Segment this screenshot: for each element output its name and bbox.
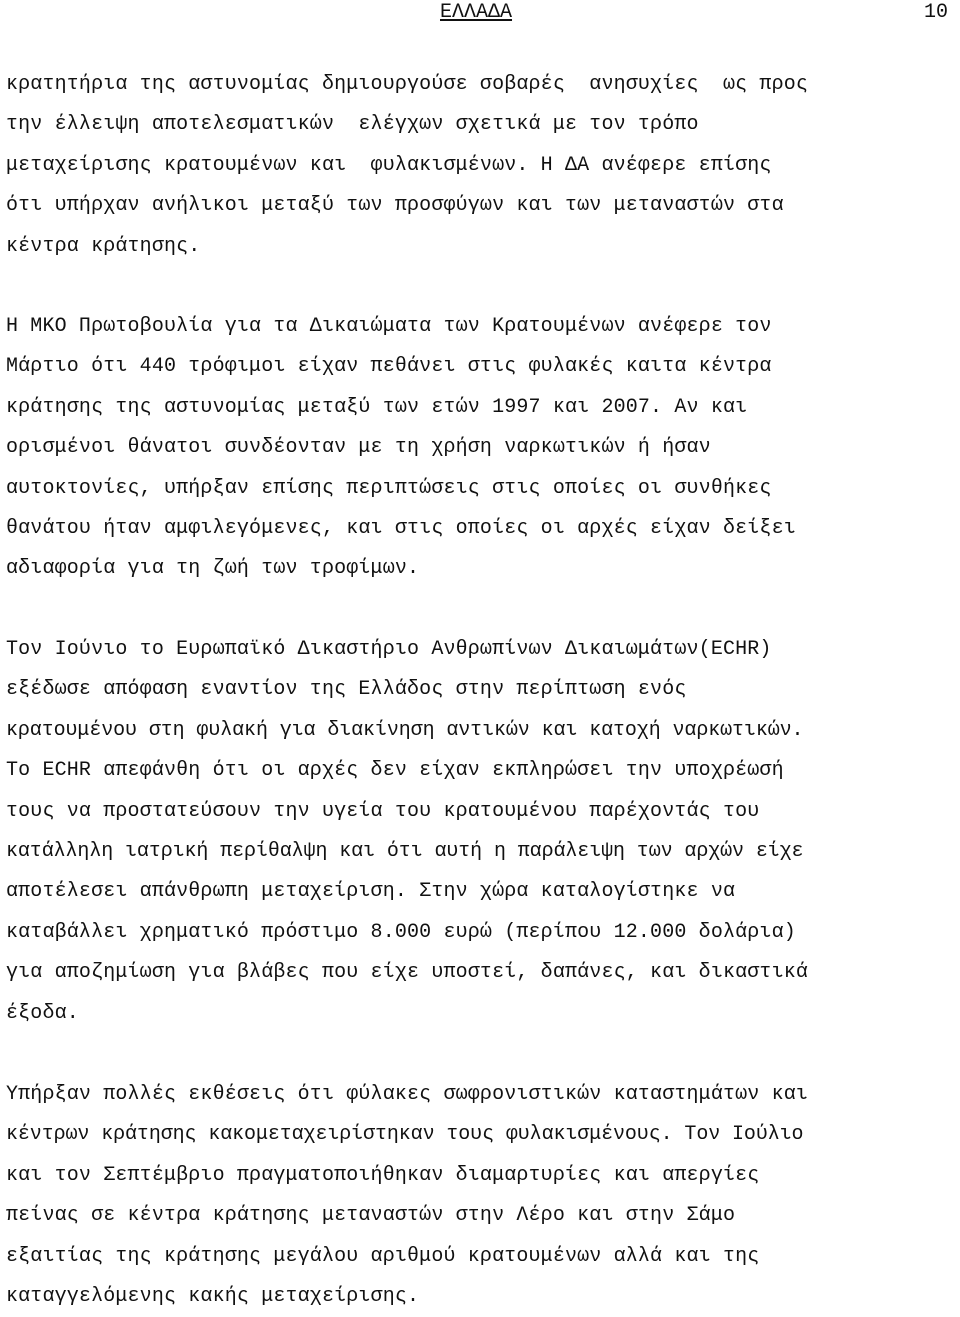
paragraph-2 bbox=[6, 307, 956, 590]
text-line: ορισμένοι θάνατοι συνδέονταν με τη χρήση ναρκωτικών ή ήσαν bbox=[6, 436, 711, 460]
text-line: τους να προστατεύσουν την υγεία του κρατουμένου παρέχοντάς του bbox=[6, 799, 760, 823]
text-line: κατάλληλη ιατρική περίθαλψη και ότι αυτή η παράλειψη των αρχών είχε bbox=[6, 839, 804, 863]
text-line: για αποζημίωση για βλάβες που είχε υποστεί, δαπάνες, και δικαστικά bbox=[6, 961, 809, 985]
text-line: Υπήρξαν πολλές εκθέσεις ότι φύλακες σωφρονιστικών καταστημάτων και bbox=[6, 1083, 809, 1106]
text-line: πείνας σε κέντρα κράτησης μεταναστών στην Λέρο και στην Σάμο bbox=[6, 1204, 736, 1228]
paragraph-3 bbox=[6, 630, 956, 1034]
text-line: και τον Σεπτέμβριο πραγματοποιήθηκαν διαμαρτυρίες και απεργίες bbox=[6, 1163, 760, 1187]
paragraph-4 bbox=[6, 1075, 956, 1317]
text-line: Το ECHR απεφάνθη ότι οι αρχές δεν είχαν εκπληρώσει την υποχρέωσή bbox=[6, 759, 784, 783]
text-line: Μάρτιο ότι 440 τρόφιμοι είχαν πεθάνει στις φυλακές καιτα κέντρα bbox=[6, 355, 772, 379]
text-line: κρατητήρια της αστυνομίας δημιουργούσε σοβαρές ανησυχίες ως προς bbox=[6, 73, 809, 96]
text-line: εξέδωσε απόφαση εναντίον της Ελλάδος στην περίπτωση ενός bbox=[6, 678, 687, 702]
page-number: 10 bbox=[923, 1, 948, 24]
text-line: θανάτου ήταν αμφιλεγόμενες, και στις οποίες οι αρχές είχαν δείξει bbox=[6, 516, 796, 540]
text-line: αυτοκτονίες, υπήρξαν επίσης περιπτώσεις στις οποίες οι συνθήκες bbox=[6, 476, 772, 500]
text-line: εξαιτίας της κράτησης μεγάλου αριθμού κρατουμένων αλλά και της bbox=[6, 1244, 760, 1268]
text-line: καταγγελόμενης κακής μεταχείρισης. bbox=[6, 1284, 420, 1308]
text-line: ότι υπήρχαν ανήλικοι μεταξύ των προσφύγων και των μεταναστών στα bbox=[6, 194, 784, 218]
text-line: μεταχείρισης κρατουμένων και φυλακισμένων. Η ΔΑ ανέφερε επίσης bbox=[6, 153, 772, 177]
text-line: την έλλειψη αποτελεσματικών ελέγχων σχετικά με τον τρόπο bbox=[6, 113, 699, 137]
text-line: αδιαφορία για τη ζωή των τροφίμων. bbox=[6, 557, 420, 581]
page-header bbox=[0, 0, 960, 30]
text-line: Η ΜΚΟ Πρωτοβουλία για τα Δικαιώματα των Κρατουμένων ανέφερε τον bbox=[6, 315, 772, 338]
text-line: κέντρων κράτησης κακομεταχειρίστηκαν τους φυλακισμένους. Τον Ιούλιο bbox=[6, 1123, 804, 1147]
text-line: Τον Ιούνιο το Ευρωπαϊκό Δικαστήριο Ανθρωπίνων Δικαιωμάτων(ECHR) bbox=[6, 638, 772, 661]
text-line: αποτέλεσει απάνθρωπη μεταχείριση. Στην χώρα καταλογίστηκε να bbox=[6, 880, 736, 904]
text-line: κέντρα κράτησης. bbox=[6, 234, 201, 258]
text-line: κρατουμένου στη φυλακή για διακίνηση αντικών και κατοχή ναρκωτικών. bbox=[6, 718, 804, 742]
paragraph-1 bbox=[6, 65, 956, 267]
text-line: έξοδα. bbox=[6, 1001, 79, 1025]
text-line: κράτησης της αστυνομίας μεταξύ των ετών 1997 και 2007. Αν και bbox=[6, 395, 748, 419]
country-heading: ΕΛΛΑΔΑ bbox=[440, 1, 513, 24]
text-line: καταβάλλει χρηματικό πρόστιμο 8.000 ευρώ (περίπου 12.000 δολάρια) bbox=[6, 920, 796, 944]
